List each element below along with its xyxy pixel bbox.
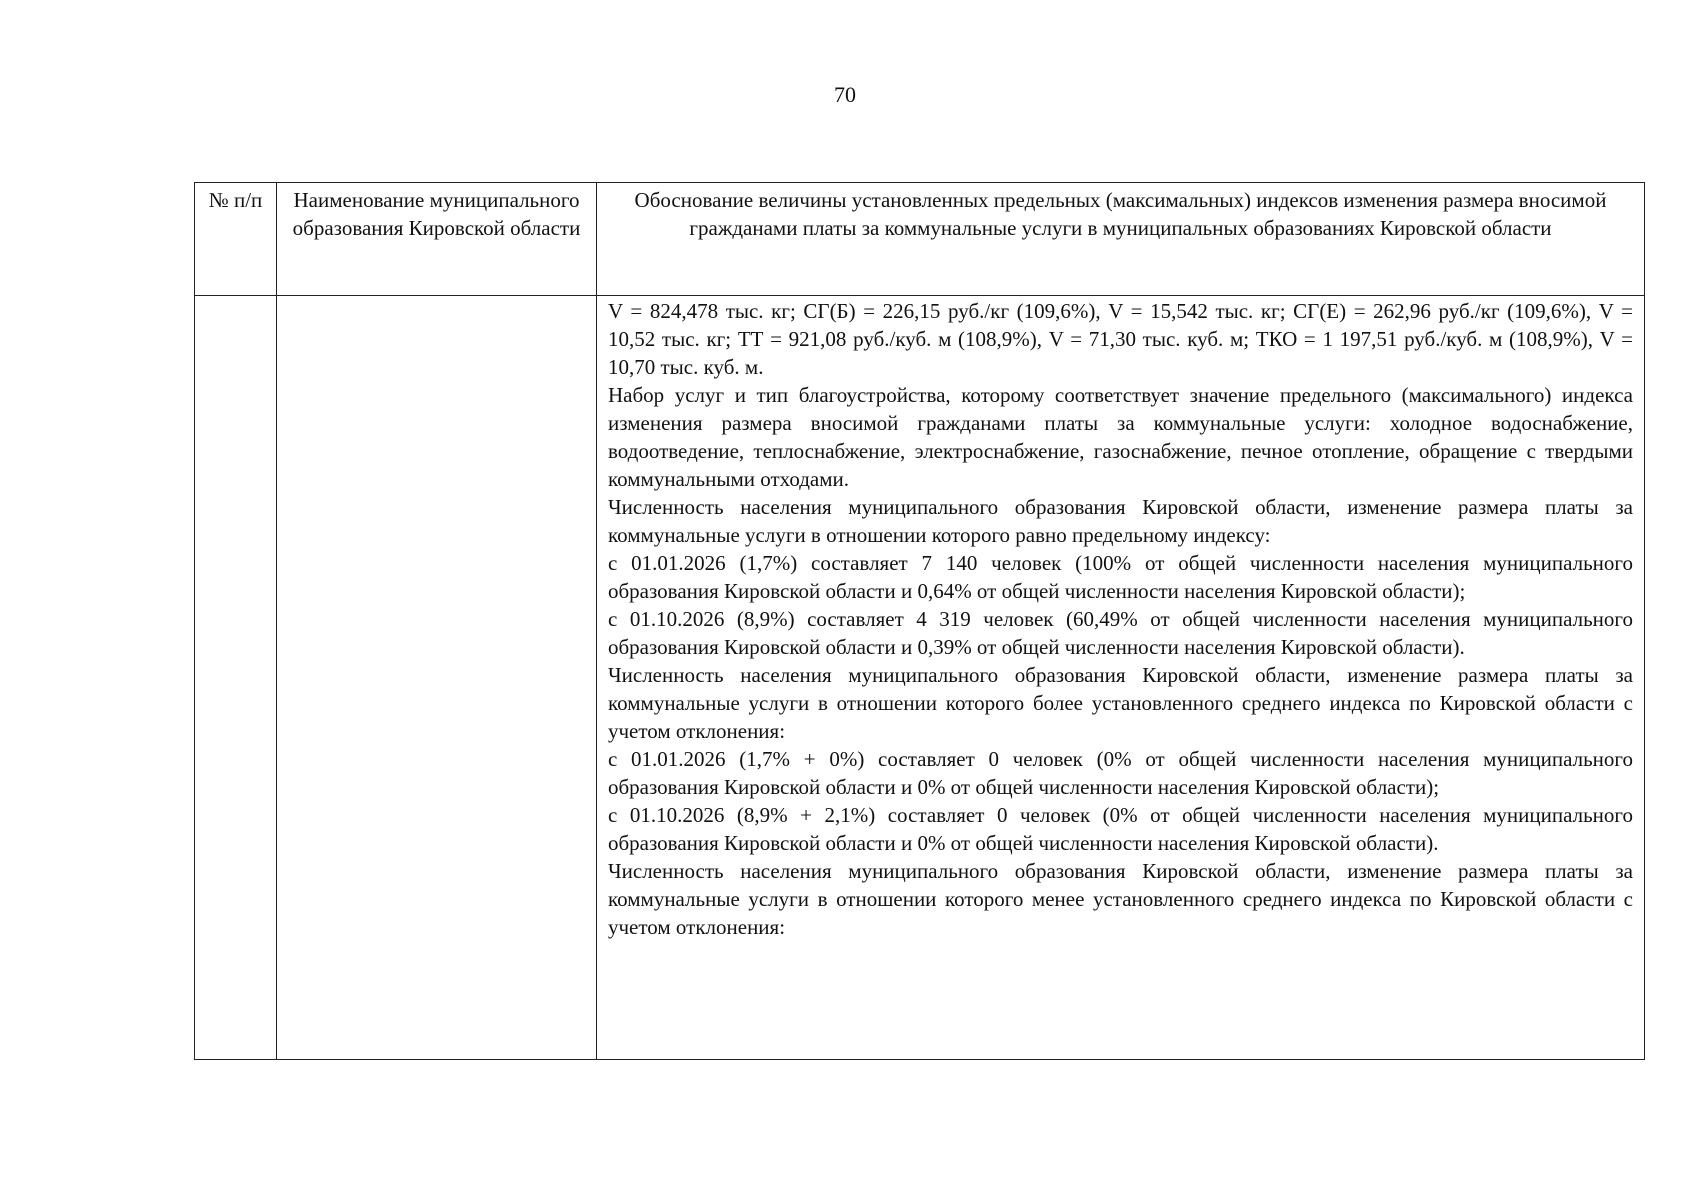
- row-municipality-cell: [277, 296, 597, 1060]
- population-equal-2026-01: с 01.01.2026 (1,7%) составляет 7 140 человек (100% от общей численности населения муниципального образования Кировской области и 0,64% от общей численности населения Кировской области);: [608, 551, 1633, 603]
- population-equal-2026-10: с 01.10.2026 (8,9%) составляет 4 319 человек (60,49% от общей численности населения муниципального образования Кировской области и 0,39% от общей численности населения Кировской области).: [608, 607, 1633, 659]
- page-number: 70: [834, 82, 856, 107]
- header-justification: Обоснование величины установленных предельных (максимальных) индексов изменения размера вносимой гражданами платы за коммунальные услуги в муниципальных образованиях Кировской области: [597, 183, 1645, 296]
- service-set-paragraph: Набор услуг и тип благоустройства, которому соответствует значение предельного (максимального) индекса изменения размера вносимой гражданами платы за коммунальные услуги: холодное водоснабжение, водоотведение, теплоснабжение, электроснабжение, газоснабжение, печное отопление, обращение с твердыми коммунальными отходами.: [608, 383, 1633, 491]
- population-below-index-heading: Численность населения муниципального образования Кировской области, изменение размера платы за коммунальные услуги в отношении которого менее установленного среднего индекса по Кировской области с учетом отклонения:: [608, 859, 1633, 939]
- population-above-index-heading: Численность населения муниципального образования Кировской области, изменение размера платы за коммунальные услуги в отношении которого более установленного среднего индекса по Кировской области с учетом отклонения:: [608, 663, 1633, 743]
- header-number: № п/п: [195, 183, 277, 296]
- population-equal-index-heading: Численность населения муниципального образования Кировской области, изменение размера платы за коммунальные услуги в отношении которого равно предельному индексу:: [608, 495, 1633, 547]
- row-justification-cell: [597, 296, 1645, 1060]
- tariff-values-paragraph: V = 824,478 тыс. кг; СГ(Б) = 226,15 руб./кг (109,6%), V = 15,542 тыс. кг; СГ(Е) = 262,96 руб./кг (109,6%), V = 10,52 тыс. кг; ТТ = 921,08 руб./куб. м (108,9%), V = 71,30 тыс. куб. м; ТКО = 1 197,51 руб./куб. м (108,9%), V = 10,70 тыс. куб. м.: [608, 299, 1633, 379]
- population-above-2026-10: с 01.10.2026 (8,9% + 2,1%) составляет 0 человек (0% от общей численности населения муниципального образования Кировской области и 0% от общей численности населения Кировской области).: [608, 803, 1633, 855]
- population-above-2026-01: с 01.01.2026 (1,7% + 0%) составляет 0 человек (0% от общей численности населения муниципального образования Кировской области и 0% от общей численности населения Кировской области);: [608, 747, 1633, 799]
- table-row: [195, 296, 1645, 1060]
- row-number-cell: [195, 296, 277, 1060]
- header-municipality-name: Наименование муниципального образования Кировской области: [277, 183, 597, 296]
- justification-table: [194, 182, 1645, 1060]
- table-header-row: [195, 183, 1645, 296]
